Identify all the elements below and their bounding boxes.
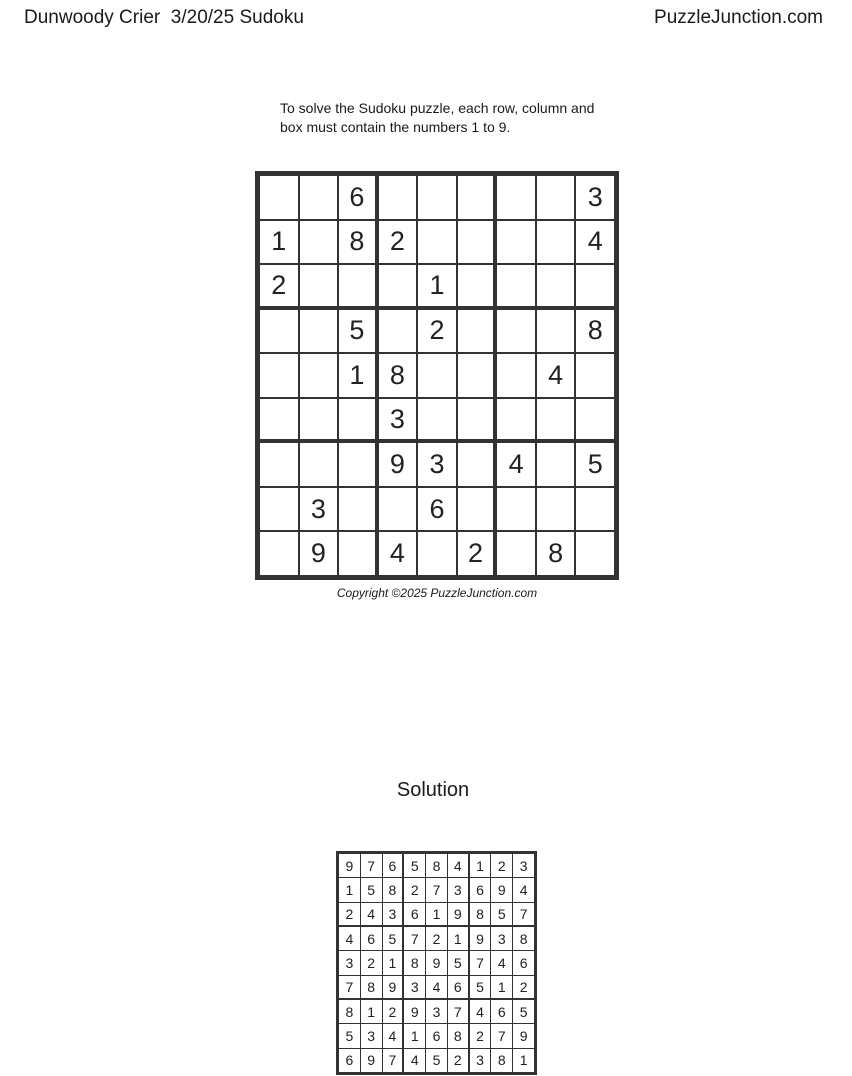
sudoku-puzzle-grid [255, 171, 619, 580]
puzzle-cell: 4 [537, 354, 575, 397]
solution-cell: 9 [361, 1049, 382, 1072]
solution-cell: 2 [513, 976, 534, 998]
puzzle-cell [300, 310, 338, 353]
puzzle-cell [300, 221, 338, 264]
instructions-line-2: box must contain the numbers 1 to 9. [280, 119, 511, 135]
solution-cell: 7 [448, 1000, 468, 1023]
instructions [280, 99, 620, 137]
solution-cell: 9 [339, 854, 360, 877]
solution-cell: 9 [448, 903, 468, 925]
solution-cell: 9 [426, 951, 447, 974]
solution-cell: 6 [361, 927, 382, 950]
puzzle-cell [497, 399, 535, 440]
puzzle-cell [339, 532, 375, 575]
solution-cell: 5 [339, 1024, 360, 1047]
puzzle-cell [418, 221, 456, 264]
puzzle-cell: 1 [260, 221, 298, 264]
solution-cell: 2 [361, 951, 382, 974]
solution-cell: 4 [491, 951, 512, 974]
solution-cell: 7 [470, 951, 491, 974]
solution-cell: 5 [513, 1000, 534, 1023]
solution-cell: 2 [339, 903, 360, 925]
solution-cell: 5 [491, 903, 512, 925]
solution-cell: 3 [513, 854, 534, 877]
solution-cell: 7 [361, 854, 382, 877]
solution-cell: 4 [426, 976, 447, 998]
solution-cell: 1 [470, 854, 491, 877]
puzzle-cell: 3 [576, 176, 614, 219]
solution-cell: 6 [448, 976, 468, 998]
puzzle-cell [537, 221, 575, 264]
puzzle-cell: 1 [339, 354, 375, 397]
puzzle-cell: 6 [339, 176, 375, 219]
solution-cell: 8 [448, 1024, 468, 1047]
puzzle-cell [260, 443, 298, 486]
puzzle-cell [379, 310, 417, 353]
puzzle-cell [458, 354, 494, 397]
solution-heading: Solution [396, 779, 470, 801]
solution-cell: 7 [426, 878, 447, 901]
puzzle-cell [300, 443, 338, 486]
solution-cell: 7 [339, 976, 360, 998]
solution-cell: 2 [448, 1049, 468, 1072]
puzzle-cell [497, 265, 535, 306]
solution-cell: 2 [383, 1000, 403, 1023]
solution-cell: 1 [404, 1024, 425, 1047]
sudoku-solution-grid [336, 851, 537, 1075]
solution-cell: 4 [404, 1049, 425, 1072]
puzzle-cell [458, 399, 494, 440]
page-header-title: Dunwoody Crier 3/20/25 Sudoku [24, 7, 304, 28]
solution-cell: 3 [491, 927, 512, 950]
puzzle-cell [339, 265, 375, 306]
site-name: PuzzleJunction.com [654, 7, 823, 28]
puzzle-cell [537, 310, 575, 353]
solution-cell: 6 [404, 903, 425, 925]
puzzle-cell [537, 265, 575, 306]
puzzle-cell [379, 265, 417, 306]
solution-cell: 1 [491, 976, 512, 998]
puzzle-cell [458, 176, 494, 219]
puzzle-cell [458, 488, 494, 531]
solution-cell: 5 [470, 976, 491, 998]
solution-cell: 8 [383, 878, 403, 901]
solution-cell: 5 [404, 854, 425, 877]
puzzle-cell [576, 265, 614, 306]
solution-cell: 9 [513, 1024, 534, 1047]
solution-cell: 9 [383, 976, 403, 998]
solution-cell: 3 [361, 1024, 382, 1047]
solution-cell: 2 [470, 1024, 491, 1047]
puzzle-cell: 8 [379, 354, 417, 397]
puzzle-cell: 4 [576, 221, 614, 264]
solution-cell: 1 [361, 1000, 382, 1023]
puzzle-cell [339, 443, 375, 486]
solution-cell: 9 [404, 1000, 425, 1023]
solution-cell: 8 [339, 1000, 360, 1023]
puzzle-cell: 4 [379, 532, 417, 575]
puzzle-cell: 3 [300, 488, 338, 531]
puzzle-cell [260, 310, 298, 353]
puzzle-cell [260, 488, 298, 531]
puzzle-cell [260, 176, 298, 219]
solution-cell: 4 [383, 1024, 403, 1047]
solution-cell: 7 [383, 1049, 403, 1072]
solution-cell: 5 [426, 1049, 447, 1072]
solution-cell: 8 [404, 951, 425, 974]
puzzle-cell: 4 [497, 443, 535, 486]
solution-cell: 6 [491, 1000, 512, 1023]
puzzle-cell [537, 399, 575, 440]
solution-cell: 3 [383, 903, 403, 925]
puzzle-cell: 8 [537, 532, 575, 575]
solution-cell: 1 [426, 903, 447, 925]
solution-cell: 5 [361, 878, 382, 901]
solution-cell: 3 [404, 976, 425, 998]
puzzle-cell [379, 488, 417, 531]
solution-cell: 4 [448, 854, 468, 877]
puzzle-cell [497, 532, 535, 575]
puzzle-cell: 5 [339, 310, 375, 353]
puzzle-cell [418, 399, 456, 440]
solution-cell: 8 [470, 903, 491, 925]
puzzle-cell [300, 265, 338, 306]
puzzle-cell [260, 532, 298, 575]
puzzle-cell [497, 176, 535, 219]
solution-cell: 2 [491, 854, 512, 877]
solution-cell: 9 [491, 878, 512, 901]
puzzle-cell: 2 [260, 265, 298, 306]
puzzle-cell [300, 354, 338, 397]
solution-cell: 2 [404, 878, 425, 901]
puzzle-cell [260, 354, 298, 397]
puzzle-cell: 2 [379, 221, 417, 264]
instructions-line-1: To solve the Sudoku puzzle, each row, column and [280, 100, 595, 116]
solution-cell: 8 [513, 927, 534, 950]
puzzle-cell [418, 532, 456, 575]
puzzle-cell [497, 488, 535, 531]
puzzle-cell [497, 354, 535, 397]
puzzle-cell [339, 488, 375, 531]
solution-cell: 1 [448, 927, 468, 950]
puzzle-cell: 8 [576, 310, 614, 353]
copyright-notice: Copyright ©2025 PuzzleJunction.com [336, 586, 538, 600]
puzzle-cell [418, 176, 456, 219]
solution-cell: 3 [426, 1000, 447, 1023]
solution-cell: 7 [513, 903, 534, 925]
solution-cell: 4 [470, 1000, 491, 1023]
solution-cell: 4 [513, 878, 534, 901]
puzzle-cell: 3 [379, 399, 417, 440]
puzzle-cell [576, 399, 614, 440]
solution-cell: 6 [339, 1049, 360, 1072]
puzzle-cell [537, 443, 575, 486]
solution-cell: 7 [491, 1024, 512, 1047]
solution-cell: 3 [339, 951, 360, 974]
solution-cell: 6 [513, 951, 534, 974]
solution-cell: 6 [426, 1024, 447, 1047]
puzzle-cell: 1 [418, 265, 456, 306]
solution-cell: 2 [426, 927, 447, 950]
puzzle-cell [418, 354, 456, 397]
puzzle-cell: 2 [458, 532, 494, 575]
puzzle-cell [458, 265, 494, 306]
solution-cell: 5 [448, 951, 468, 974]
puzzle-cell [458, 310, 494, 353]
solution-cell: 4 [361, 903, 382, 925]
solution-cell: 8 [361, 976, 382, 998]
solution-cell: 9 [470, 927, 491, 950]
puzzle-cell: 3 [418, 443, 456, 486]
puzzle-cell [576, 354, 614, 397]
puzzle-cell: 2 [418, 310, 456, 353]
solution-cell: 1 [513, 1049, 534, 1072]
puzzle-cell [537, 176, 575, 219]
solution-cell: 6 [470, 878, 491, 901]
puzzle-cell [537, 488, 575, 531]
puzzle-cell [497, 221, 535, 264]
solution-cell: 3 [448, 878, 468, 901]
solution-cell: 7 [404, 927, 425, 950]
puzzle-cell [458, 221, 494, 264]
solution-cell: 1 [339, 878, 360, 901]
solution-cell: 1 [383, 951, 403, 974]
puzzle-cell [576, 532, 614, 575]
solution-cell: 6 [383, 854, 403, 877]
puzzle-cell: 9 [300, 532, 338, 575]
puzzle-cell [300, 399, 338, 440]
puzzle-cell: 6 [418, 488, 456, 531]
puzzle-cell: 5 [576, 443, 614, 486]
puzzle-cell [379, 176, 417, 219]
puzzle-cell [300, 176, 338, 219]
solution-cell: 8 [426, 854, 447, 877]
solution-cell: 4 [339, 927, 360, 950]
puzzle-cell: 8 [339, 221, 375, 264]
puzzle-cell [339, 399, 375, 440]
puzzle-cell [576, 488, 614, 531]
puzzle-cell [458, 443, 494, 486]
solution-cell: 3 [470, 1049, 491, 1072]
solution-cell: 8 [491, 1049, 512, 1072]
puzzle-cell: 9 [379, 443, 417, 486]
puzzle-cell [497, 310, 535, 353]
puzzle-cell [260, 399, 298, 440]
solution-cell: 5 [383, 927, 403, 950]
